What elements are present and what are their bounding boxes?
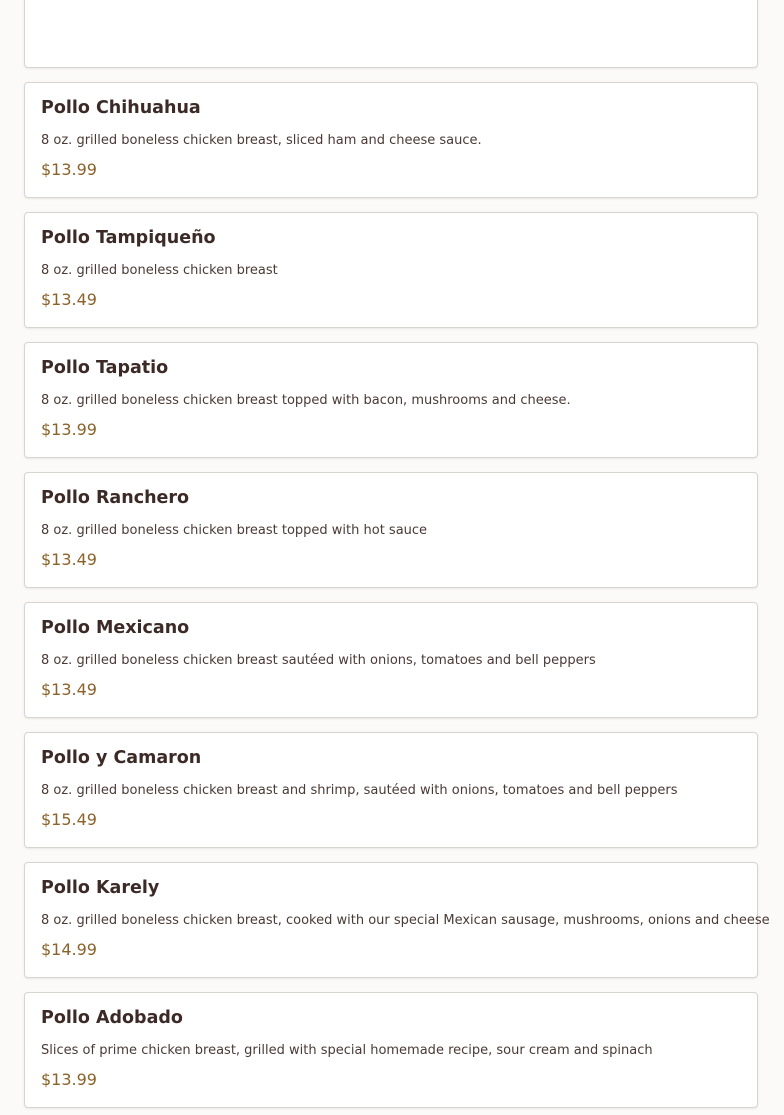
menu-item-name: Pollo y Camaron bbox=[41, 748, 202, 768]
menu-item-card[interactable] bbox=[24, 342, 758, 458]
menu-item-card[interactable] bbox=[24, 602, 758, 718]
menu-item-description: 8 oz. grilled boneless chicken breast topped with hot sauce bbox=[41, 523, 428, 538]
menu-item-price: $13.99 bbox=[41, 160, 97, 179]
menu-item-name: Pollo Tapatio bbox=[41, 358, 169, 378]
menu-item-name: Pollo Mexicano bbox=[41, 618, 190, 638]
menu-item-card[interactable] bbox=[24, 992, 758, 1108]
menu-item-name: Pollo Tampiqueño bbox=[41, 228, 216, 248]
menu-item-description: Slices of prime chicken breast, grilled with special homemade recipe, sour cream and spinach bbox=[41, 1043, 653, 1058]
menu-item-price: $13.99 bbox=[41, 1070, 97, 1089]
menu-item-card[interactable] bbox=[24, 82, 758, 198]
menu-item-price: $13.49 bbox=[41, 680, 97, 699]
menu-item-name: Pollo Karely bbox=[41, 878, 160, 898]
menu-item-card[interactable] bbox=[24, 862, 770, 978]
menu-item-card[interactable] bbox=[24, 732, 758, 848]
menu-item-price: $15.49 bbox=[41, 810, 97, 829]
menu-item-price: $13.49 bbox=[41, 550, 97, 569]
menu-item-card[interactable] bbox=[24, 0, 758, 68]
menu-item-name: Pollo Adobado bbox=[41, 1008, 183, 1028]
menu-item-price: $13.99 bbox=[41, 420, 97, 439]
menu-item-price: $14.99 bbox=[41, 940, 97, 959]
menu-item-description: 8 oz. grilled boneless chicken breast and shrimp, sautéed with onions, tomatoes and bell peppers bbox=[41, 783, 678, 798]
menu-item-card[interactable] bbox=[24, 212, 758, 328]
menu-item-name: Pollo Chihuahua bbox=[41, 98, 201, 118]
menu-item-description: 8 oz. grilled boneless chicken breast bbox=[41, 263, 278, 278]
menu-item-card[interactable] bbox=[24, 472, 758, 588]
menu-item-name: Pollo Ranchero bbox=[41, 488, 190, 508]
menu-item-description: 8 oz. grilled boneless chicken breast sautéed with onions, tomatoes and bell peppers bbox=[41, 653, 596, 668]
menu-item-description: 8 oz. grilled boneless chicken breast topped with bacon, mushrooms and cheese. bbox=[41, 393, 571, 408]
menu-item-price bbox=[41, 0, 97, 1]
menu-item-price: $13.49 bbox=[41, 290, 97, 309]
menu-item-description: 8 oz. grilled boneless chicken breast, cooked with our special Mexican sausage, mushrooms, onions and cheese bbox=[41, 913, 770, 928]
menu-item-description: 8 oz. grilled boneless chicken breast, sliced ham and cheese sauce. bbox=[41, 133, 482, 148]
